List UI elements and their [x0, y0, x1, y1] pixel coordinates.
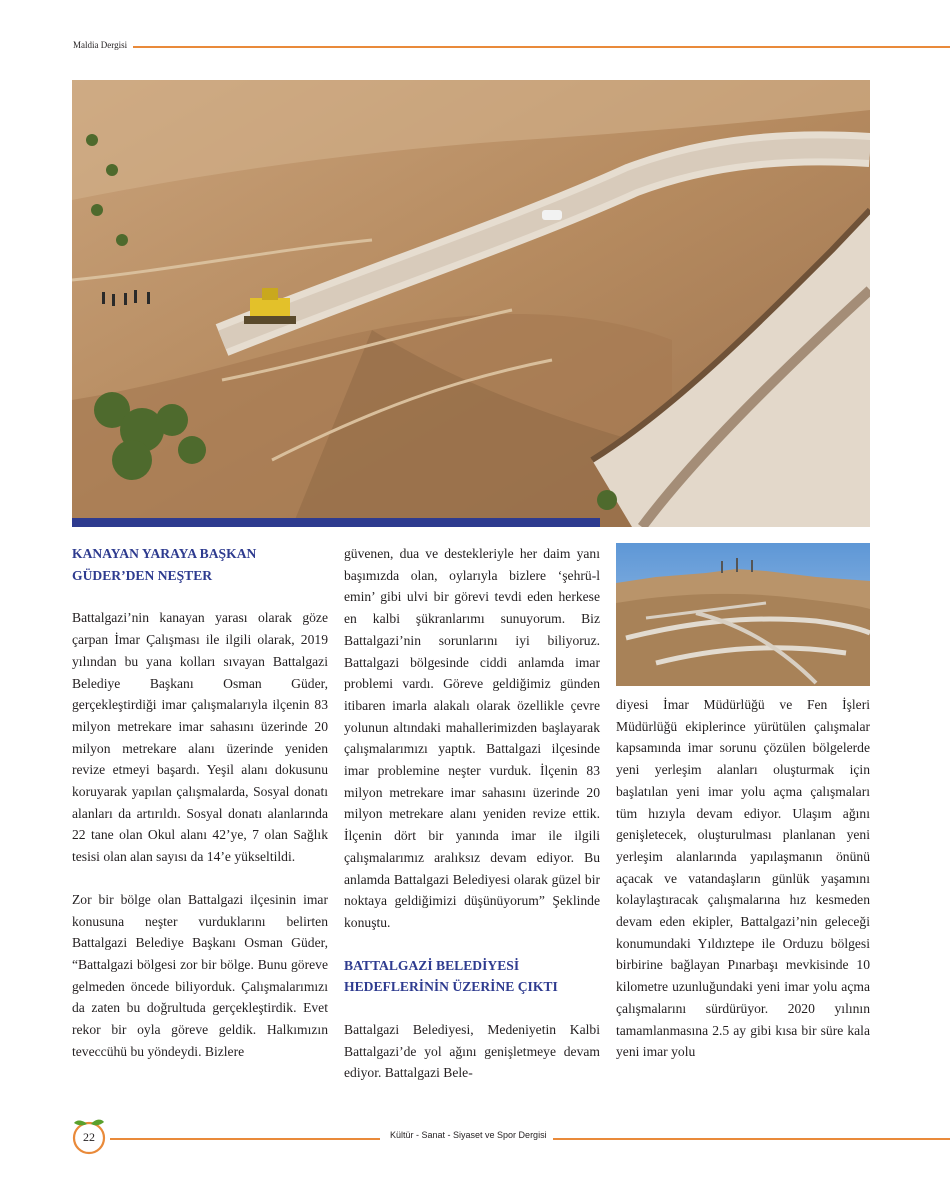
footer-tagline: Kültür - Sanat - Siyaset ve Spor Dergisi — [390, 1130, 547, 1140]
secondary-photo — [616, 543, 870, 686]
paragraph: Zor bir bölge olan Battalgazi ilçesinin imar konusuna neşter vurduklarını belirten Battalgazi Belediye Başkanı Osman Güder, “Battalgazi bölgesi zor bir bölge. Bunu göreve gelmeden öncede biliyorduk. Çalışmalarımızı da zaten bu doğrultuda gerçekleştirdik. Evet rekor bir oyla göreve geldik. Halkımızın teveccühü bu yöndeydi. Bizlere — [72, 891, 328, 1059]
hero-photo-illustration — [72, 80, 870, 527]
article-column-1 — [72, 543, 328, 1062]
paragraph: diyesi İmar Müdürlüğü ve Fen İşleri Müdürlüğü ekiplerince yürütülen çalışmalar kapsamında imar sorunu çözülen bölgelerde yeni yerleşim alanları oluşturmak için başlatılan yeni imar yolu açma çalışmaları tüm hızıyla devam ediyor. Ulaşım ağını genişletecek, oluşturulması planlanan yeni yerleşim alanlarında yapılaşmanın önünü açacak ve vatandaşların günlük yaşamını kolaylaştıracak çalışmalarına hız kesmeden devam eden ekipler, Battalgazi’nin geleceği konumundaki Yıldıztepe ile Orduzu bölgesi birbirine bağlayan Pınarbaşı mevkisinde 10 kilometre uzunluğundaki yeni imar yolu açma çalışmalarını sürdürüyor. 2020 yılının tamamlanmasına 2.5 ay gibi kısa bir süre kala yeni imar yolu — [616, 697, 870, 1060]
footer-rule-right — [553, 1138, 950, 1140]
section-heading: KANAYAN YARAYA BAŞKAN GÜDER’DEN NEŞTER — [72, 546, 257, 583]
hero-accent-bar — [72, 518, 600, 527]
article-column-2 — [344, 543, 600, 1084]
article-column-3 — [616, 694, 870, 1063]
paragraph: Battalgazi’nin kanayan yarası olarak göze çarpan İmar Çalışması ile ilgili olarak, 2019 yılından bu yana kolları sıvayan Battalgazi Belediye Başkanı Osman Güder, gerçekleştirdiği imar çalışmalarıyla ilçenin 83 milyon metrekare imar sahasını üzerinde 20 milyon metrekare alanı üzerinde yeniden revize etmeyi başardı. Yeşil alanı dokusunu koruyarak yapılan çalışmalarda, Sosyal donatı alanları da artırıldı. Sosyal donatı alanlarında 22 tane olan Okul alanı 42’ye, 7 olan Sağlık tesisi olan alan sayısı da 14’e yükseltildi. — [72, 610, 328, 865]
magazine-name: Maldia Dergisi — [73, 40, 128, 50]
header-rule — [133, 46, 950, 48]
section-heading: BATTALGAZİ BELEDİYESİ HEDEFLERİNİN ÜZERİNE ÇIKTI — [344, 957, 558, 995]
secondary-photo-illustration — [616, 543, 870, 686]
hero-photo — [72, 80, 870, 527]
footer-rule-left — [110, 1138, 380, 1140]
page-number: 22 — [83, 1130, 95, 1144]
paragraph: güvenen, dua ve destekleriyle her daim yanı başımızda olan, oylarıyla bizlere ‘şehrü-l emin’ gibi ulvi bir görevi tevdi eden herkese en kalbi şükranlarımı sunuyorum. Biz Battalgazi’nin sorunlarını iyi biliyoruz. Battalgazi bölgesinde ciddi anlamda imar problemi vardı. Göreve geldiğimiz günden itibaren imarla alakalı olarak özellikle çevre yolunun altındaki mahallerimizden başlayarak çalışmalarımızı yaptık. Battalgazi ilçesinde imar problemine neşter vurduk. İlçenin 83 milyon metrekare imar sahasını üzerinde 20 milyon metrekare alanı yeniden revize ettik. İlçenin dört bir yanında imar ile ilgili çalışmalarımız aralıksız devam ediyor. Bu anlamda Battalgazi Belediyesi olarak güzel bir noktaya geldiğimizi düşünüyorum” Şeklinde konuştu. — [344, 546, 600, 930]
paragraph: Battalgazi Belediyesi, Medeniyetin Kalbi Battalgazi’de yol ağını genişletmeye devam ediyor. Battalgazi Bele- — [344, 1022, 600, 1081]
